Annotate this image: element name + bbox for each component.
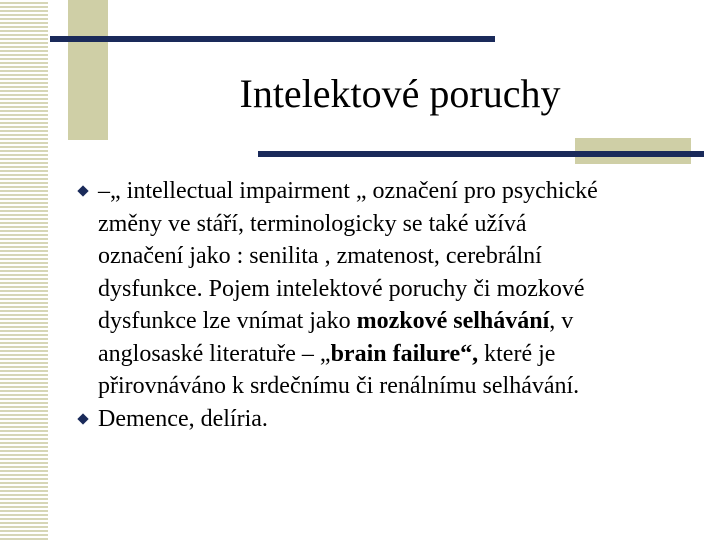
text-segment: Demence, delíria.	[98, 405, 268, 432]
text-segment: anglosaské literatuře – „	[98, 340, 331, 367]
text-segment: které je	[478, 340, 556, 367]
bold-term: brain failure“,	[330, 340, 479, 367]
bullet-text-line	[98, 208, 692, 241]
decorative-bar-top	[50, 36, 495, 42]
text-segment: označení jako : senilita , zmatenost, cerebrální	[98, 243, 542, 269]
text-segment: změny ve stáří, terminologicky se také užívá	[98, 210, 527, 237]
bullet-item	[76, 175, 692, 403]
text-segment: přirovnáváno k srdečnímu či renálnímu selhávání.	[98, 373, 580, 399]
bullet-text-line	[98, 338, 692, 371]
text-segment: –„ intellectual impairment „ označení pro psychické	[98, 178, 598, 204]
diamond-bullet-icon	[77, 413, 88, 424]
bullet-list	[76, 175, 692, 435]
slide-title: Intelektové poruchy	[239, 71, 561, 116]
bullet-text-line	[98, 305, 692, 338]
bullet-text-line	[98, 240, 692, 273]
bold-term: mozkové selhávání	[356, 308, 550, 334]
decorative-tan-block-left	[68, 0, 108, 140]
text-segment: , v	[549, 308, 574, 334]
bullet-text-line	[98, 370, 692, 403]
text-segment: dysfunkce. Pojem intelektové poruchy či mozkové	[98, 275, 585, 302]
text-segment: dysfunkce lze vnímat jako	[98, 308, 357, 334]
bullet-text-line	[98, 403, 692, 436]
decorative-stripe-column	[0, 0, 50, 540]
decorative-bar-bottom	[258, 151, 704, 157]
bullet-item	[76, 403, 692, 436]
diamond-bullet-icon	[77, 185, 88, 196]
bullet-text-line	[98, 175, 692, 208]
bullet-text-line	[98, 273, 692, 306]
